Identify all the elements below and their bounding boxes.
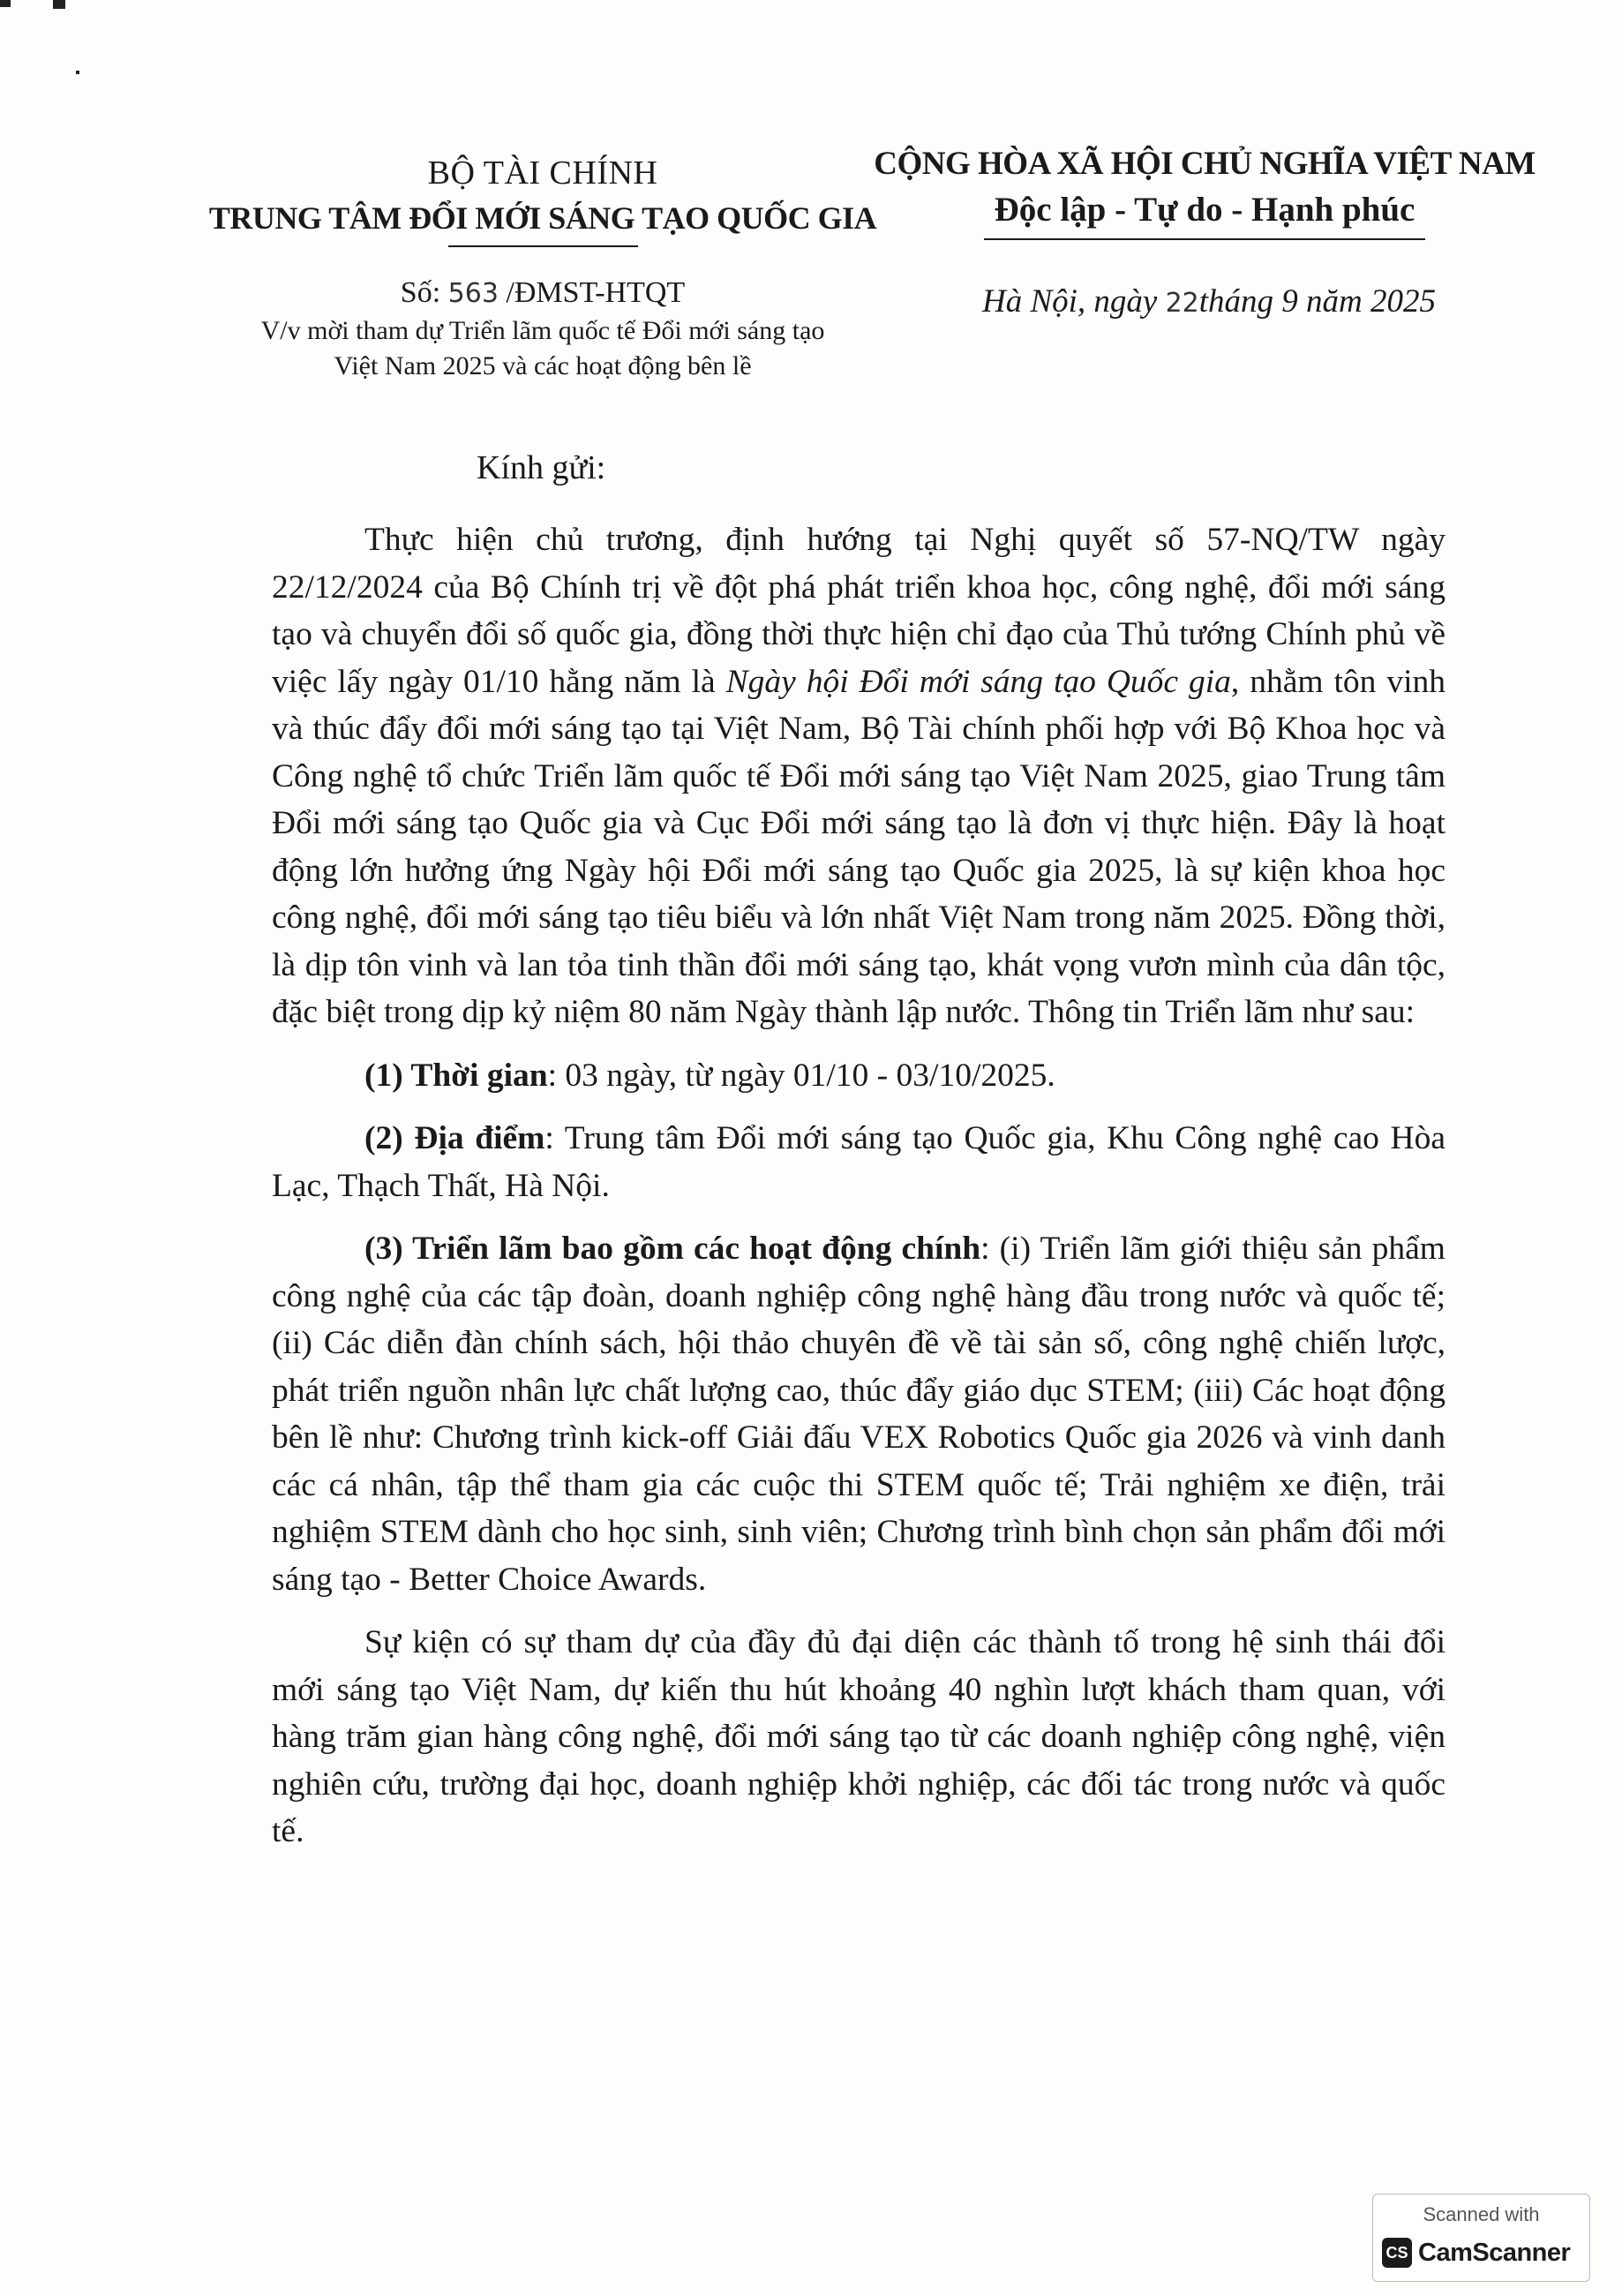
ministry-name: BỘ TÀI CHÍNH — [427, 154, 658, 192]
intro-italic: Ngày hội Đổi mới sáng tạo Quốc gia — [725, 663, 1231, 700]
paragraph-time — [272, 1052, 1446, 1100]
camscanner-logo-icon: CS — [1382, 2238, 1412, 2268]
place-date — [900, 281, 1518, 325]
doc-number-handwritten: 563 — [447, 278, 499, 309]
date-prefix: Hà Nội, ngày — [981, 283, 1166, 320]
national-motto: Độc lập - Tự do - Hạnh phúc — [994, 191, 1415, 229]
issuer-underline — [448, 245, 638, 247]
location-text: : Trung tâm Đổi mới sáng tạo Quốc gia, Khu Công nghệ cao Hòa Lạc, Thạch Thất, Hà Nội. — [272, 1120, 1446, 1204]
activities-label: (3) Triển lãm bao gồm các hoạt động chính — [364, 1231, 981, 1267]
doc-number-prefix: Số: — [400, 276, 448, 309]
center-name: TRUNG TÂM ĐỔI MỚI SÁNG TẠO QUỐC GIA — [208, 200, 877, 236]
document-subject — [190, 313, 896, 384]
date-day-handwritten: 22 — [1165, 288, 1199, 319]
activities-text: : (i) Triển lãm giới thiệu sản phẩm công nghệ của các tập đoàn, doanh nghiệp công nghệ hàng đầu trong nước và quốc tế; (ii) Các diễn đàn chính sách, hội thảo chuyên đề về tài sản số, công nghệ chiến lược, phát triển nguồn nhân lực chất lượng cao, thúc đẩy giáo dục STEM; (iii) Các hoạt động bên lề như: Chương trình kick-off Giải đấu VEX Robotics Quốc gia 2026 và vinh danh các cá nhân, tập thể tham gia các cuộc thi STEM quốc tế; Trải nghiệm xe điện, trải nghiệm STEM dành cho học sinh, sinh viên; Chương trình bình chọn sản phẩm đổi mới sáng tạo - Better Choice Awards. — [272, 1231, 1446, 1598]
salutation: Kính gửi: — [477, 449, 606, 486]
paragraph-attendance — [272, 1619, 1446, 1856]
camscanner-name: CamScanner — [1418, 2238, 1571, 2267]
scan-speck — [76, 71, 79, 74]
scan-speck — [53, 0, 65, 9]
subject-line-1: V/v mời tham dự Triển lãm quốc tế Đổi mới sáng tạo — [260, 316, 825, 345]
camscanner-brand — [1382, 2235, 1585, 2270]
paragraph-location — [272, 1115, 1446, 1209]
scanned-with-label: Scanned with — [1423, 2203, 1540, 2225]
national-header — [847, 141, 1562, 240]
republic-name: CỘNG HÒA XÃ HỘI CHỦ NGHĨA VIỆT NAM — [874, 146, 1536, 182]
attendance-text: Sự kiện có sự tham dự của đầy đủ đại diện các thành tố trong hệ sinh thái đổi mới sáng tạo Việt Nam, dự kiến thu hút khoảng 40 nghìn lượt khách tham quan, với hàng trăm gian hàng công nghệ, đổi mới sáng tạo từ các doanh nghiệp công nghệ, viện nghiên cứu, trường đại học, doanh nghiệp khởi nghiệp, các đối tác trong nước và quốc tế. — [272, 1624, 1446, 1849]
camscanner-watermark — [1372, 2194, 1590, 2282]
time-text: : 03 ngày, từ ngày 01/10 - 03/10/2025. — [547, 1057, 1055, 1094]
scan-speck — [0, 0, 11, 7]
time-label: (1) Thời gian — [364, 1057, 548, 1094]
document-number — [190, 274, 896, 313]
date-suffix: tháng 9 năm 2025 — [1198, 283, 1437, 320]
intro-text-a: Thực hiện chủ trương, định hướng tại Nghị quyết số 57-NQ/TW ngày 22/12/2024 của Bộ Chính trị về đột phá phát triển khoa học, công nghệ, đổi mới sáng tạo và chuyển đổi số quốc gia, đồng thời thực hiện chỉ đạo của Thủ tướng Chính phủ về việc lấy ngày 01/10 hằng năm là — [272, 522, 1446, 700]
subject-line-2: Việt Nam 2025 và các hoạt động bên lề — [334, 351, 752, 380]
motto-underline — [984, 238, 1425, 240]
paragraph-intro — [272, 516, 1446, 1036]
intro-text-b: , nhằm tôn vinh và thúc đẩy đổi mới sáng tạo tại Việt Nam, Bộ Tài chính phối hợp với Bộ Khoa học và Công nghệ tổ chức Triển lãm quốc tế Đổi mới sáng tạo Việt Nam 2025, giao Trung tâm Đổi mới sáng tạo Quốc gia và Cục Đổi mới sáng tạo là đơn vị thực hiện. Đây là hoạt động lớn hưởng ứng Ngày hội Đổi mới sáng tạo Quốc gia 2025, là sự kiện khoa học công nghệ, đổi mới sáng tạo tiêu biểu và lớn nhất Việt Nam trong năm 2025. Đồng thời, là dịp tôn vinh và lan tỏa tinh thần đổi mới sáng tạo, khát vọng vươn mình của dân tộc, đặc biệt trong dịp kỷ niệm 80 năm Ngày thành lập nước. Thông tin Triển lãm như sau: — [272, 663, 1446, 1030]
letter-body — [272, 516, 1446, 1871]
paragraph-activities — [272, 1225, 1446, 1603]
location-label: (2) Địa điểm — [364, 1120, 545, 1156]
issuer-block — [190, 150, 896, 247]
doc-number-suffix: /ĐMST-HTQT — [498, 276, 686, 309]
